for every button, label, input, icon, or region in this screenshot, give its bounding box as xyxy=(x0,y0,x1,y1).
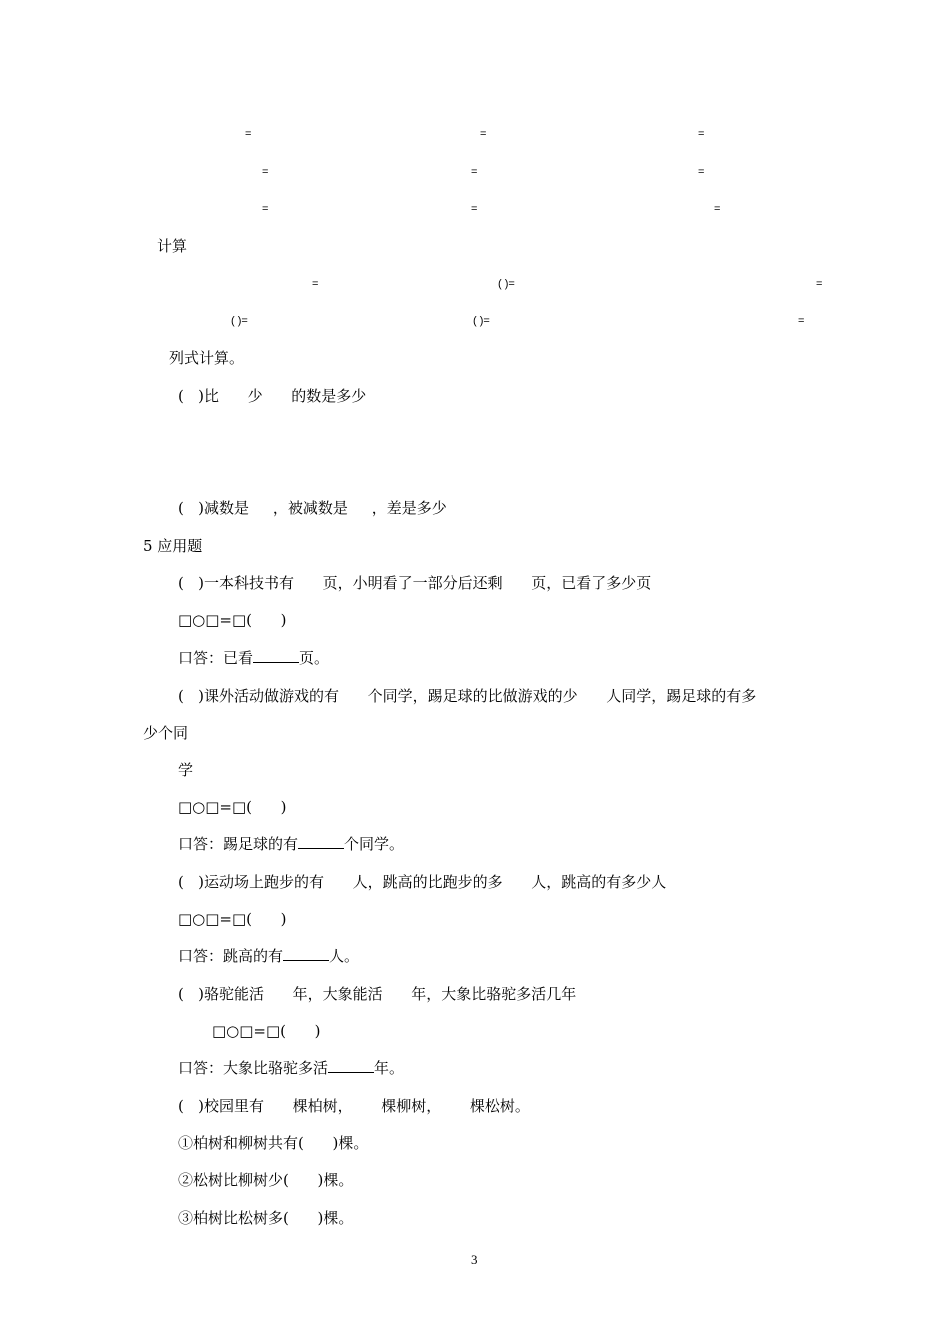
answer-blank[interactable] xyxy=(253,648,299,663)
formula-template: □○□=□( ) xyxy=(178,910,287,928)
answer-suffix: 个同学。 xyxy=(344,835,405,853)
formula-template: □○□=□( ) xyxy=(178,611,287,629)
answer-prefix: 口答：跳高的有 xyxy=(178,947,284,965)
equal-sign: = xyxy=(471,166,478,178)
application-section-title: 5 应用题 xyxy=(143,537,203,555)
page-number: 3 xyxy=(471,1252,478,1267)
equal-sign: = xyxy=(471,203,478,215)
equal-sign: = xyxy=(480,128,487,140)
answer-suffix: 页。 xyxy=(299,649,330,667)
answer-line-3 xyxy=(178,946,359,966)
answer-blank[interactable] xyxy=(298,834,344,849)
equal-sign: = xyxy=(816,278,823,290)
equal-sign: = xyxy=(312,278,319,290)
application-question-1: ( )一本科技书有 页，小明看了一部分后还剩 页，已看了多少页 xyxy=(178,574,652,592)
sub-question-2: ②松树比柳树少( )棵。 xyxy=(178,1171,354,1189)
equal-sign: = xyxy=(262,166,269,178)
answer-line-2 xyxy=(178,834,404,854)
application-question-2-cont: 少个同 xyxy=(143,724,189,742)
equal-sign: = xyxy=(698,128,705,140)
answer-prefix: 口答：踢足球的有 xyxy=(178,835,299,853)
answer-blank[interactable] xyxy=(283,946,329,961)
sub-question-3: ③柏树比松树多( )棵。 xyxy=(178,1209,354,1227)
answer-suffix: 人。 xyxy=(329,947,360,965)
paren-blank: ( )= xyxy=(473,315,490,327)
calc-section-title: 计算 xyxy=(157,237,188,255)
equal-sign: = xyxy=(798,315,805,327)
equal-sign: = xyxy=(698,166,705,178)
formula-template: □○□=□( ) xyxy=(212,1022,321,1040)
answer-prefix: 口答：大象比骆驼多活 xyxy=(178,1059,329,1077)
answer-prefix: 口答：已看 xyxy=(178,649,254,667)
application-question-3: ( )运动场上跑步的有 人，跳高的比跑步的多 人，跳高的有多少人 xyxy=(178,873,667,891)
lieshi-question-1: ( )比 少 的数是多少 xyxy=(178,387,367,405)
paren-blank: ( )= xyxy=(498,278,515,290)
sub-question-1: ①柏树和柳树共有( )棵。 xyxy=(178,1134,369,1152)
equal-sign: = xyxy=(262,203,269,215)
answer-blank[interactable] xyxy=(328,1058,374,1073)
equal-sign: = xyxy=(245,128,252,140)
application-question-4: ( )骆驼能活 年，大象能活 年，大象比骆驼多活几年 xyxy=(178,985,577,1003)
application-question-5: ( )校园里有 棵柏树， 棵柳树， 棵松树。 xyxy=(178,1097,530,1115)
lieshi-question-2: ( )减数是 ，被减数是 ，差是多少 xyxy=(178,499,447,517)
equal-sign: = xyxy=(714,203,721,215)
application-question-2: ( )课外活动做游戏的有 个同学，踢足球的比做游戏的少 人同学，踢足球的有多 xyxy=(178,687,757,705)
answer-suffix: 年。 xyxy=(374,1059,405,1077)
paren-blank: ( )= xyxy=(231,315,248,327)
answer-line-1 xyxy=(178,648,329,668)
lieshi-section-title: 列式计算。 xyxy=(169,349,245,367)
application-question-2-cont: 学 xyxy=(178,761,194,779)
formula-template: □○□=□( ) xyxy=(178,798,287,816)
answer-line-4 xyxy=(178,1058,404,1078)
